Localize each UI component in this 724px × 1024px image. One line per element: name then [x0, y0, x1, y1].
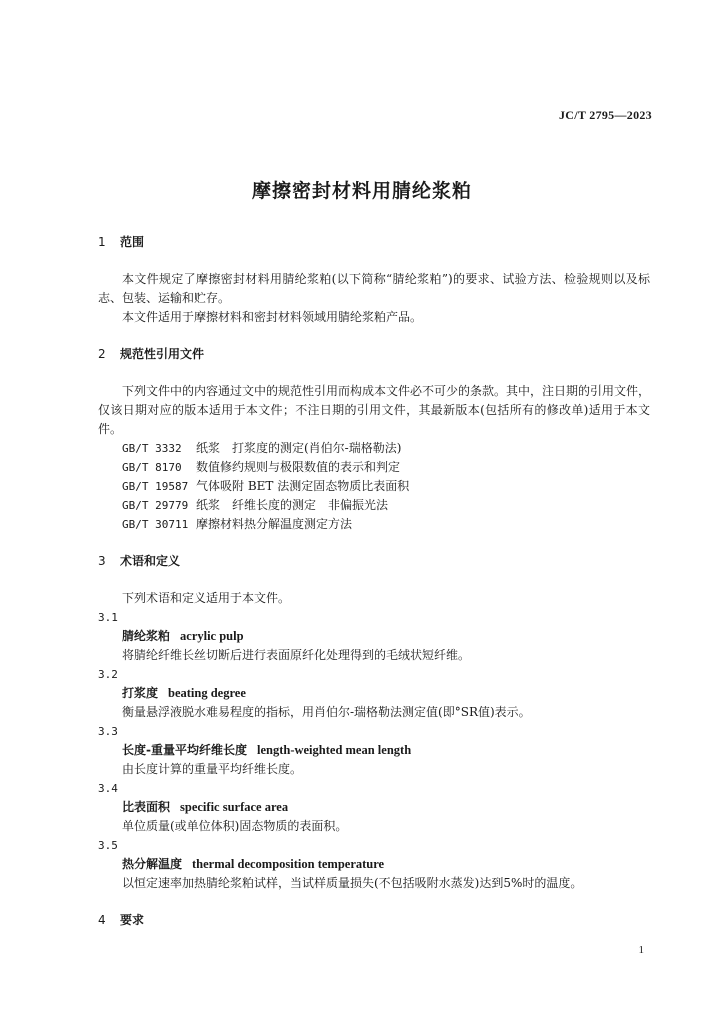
document-title: 摩擦密封材料用腈纶浆粕 [251, 180, 472, 202]
term-number: 3.4 [98, 782, 118, 795]
term-chinese: 热分解温度 [122, 857, 183, 871]
term-english: length-weighted mean length [256, 743, 412, 757]
section-number: 1 [98, 235, 106, 249]
term-chinese: 长度-重量平均纤维长度 [122, 743, 247, 757]
reference-title: 纸浆 纤维长度的测定 非偏振光法 [196, 498, 389, 512]
section-title: 术语和定义 [120, 554, 181, 568]
section-title: 要求 [120, 913, 145, 927]
reference-item [122, 496, 650, 515]
section-number: 3 [98, 554, 106, 568]
term-english: acrylic pulp [180, 629, 244, 643]
section-heading-scope [98, 233, 650, 252]
term-entry [122, 741, 650, 760]
paragraph: 下列文件中的内容通过文中的规范性引用而构成本文件必不可少的条款。其中，注日期的引用文件，仅该日期对应的版本适用于本文件；不注日期的引用文件，其最新版本(包括所有的修改单)适用于本文件。 [98, 384, 651, 436]
reference-title: 摩擦材料热分解温度测定方法 [196, 517, 353, 531]
paragraph: 下列术语和定义适用于本文件。 [122, 591, 291, 605]
term-entry [122, 855, 650, 874]
term-chinese: 打浆度 [122, 686, 159, 700]
term-definition: 由长度计算的重量平均纤维长度。 [122, 762, 303, 776]
term-number: 3.3 [98, 725, 118, 738]
section-number: 4 [98, 913, 106, 927]
paragraph: 本文件适用于摩擦材料和密封材料领域用腈纶浆粕产品。 [122, 310, 423, 324]
reference-title: 数值修约规则与极限数值的表示和判定 [196, 460, 401, 474]
term-definition: 将腈纶纤维长丝切断后进行表面原纤化处理得到的毛绒状短纤维。 [122, 648, 471, 662]
reference-code: GB/T 3332 [122, 442, 182, 455]
section-number: 2 [98, 347, 106, 361]
term-definition: 单位质量(或单位体积)固态物质的表面积。 [122, 819, 348, 833]
term-number: 3.1 [98, 611, 118, 624]
term-entry [122, 627, 650, 646]
term-english: beating degree [168, 686, 246, 700]
reference-item [122, 515, 650, 534]
reference-item [122, 458, 650, 477]
reference-code: GB/T 19587 [122, 480, 189, 493]
term-english: thermal decomposition temperature [192, 857, 385, 871]
section-heading-requirements [98, 911, 650, 930]
reference-code: GB/T 29779 [122, 499, 189, 512]
term-definition: 衡量悬浮液脱水难易程度的指标，用肖伯尔-瑞格勒法测定值(即°SR值)表示。 [122, 705, 531, 719]
document-body [98, 233, 650, 930]
term-definition: 以恒定速率加热腈纶浆粕试样，当试样质量损失(不包括吸附水蒸发)达到5%时的温度。 [122, 876, 583, 890]
term-chinese: 比表面积 [122, 800, 171, 814]
reference-item [122, 477, 650, 496]
paragraph: 本文件规定了摩擦密封材料用腈纶浆粕(以下简称“腈纶浆粕”)的要求、试验方法、检验规则以及标志、包装、运输和贮存。 [98, 272, 650, 305]
term-chinese: 腈纶浆粕 [122, 629, 171, 643]
reference-code: GB/T 30711 [122, 518, 189, 531]
reference-item [122, 439, 650, 458]
section-title: 范围 [120, 235, 145, 249]
section-heading-normative-references [98, 345, 650, 364]
reference-title: 纸浆 打浆度的测定(肖伯尔-瑞格勒法) [196, 441, 402, 455]
section-heading-terms [98, 552, 650, 571]
reference-code: GB/T 8170 [122, 461, 182, 474]
term-english: specific surface area [180, 800, 289, 814]
term-number: 3.2 [98, 668, 118, 681]
standard-code: JC/T 2795—2023 [559, 108, 652, 122]
page-number: 1 [638, 944, 644, 956]
section-title: 规范性引用文件 [120, 347, 205, 361]
term-entry [122, 684, 650, 703]
term-entry [122, 798, 650, 817]
reference-title: 气体吸附 BET 法测定固态物质比表面积 [196, 479, 410, 493]
term-number: 3.5 [98, 839, 118, 852]
